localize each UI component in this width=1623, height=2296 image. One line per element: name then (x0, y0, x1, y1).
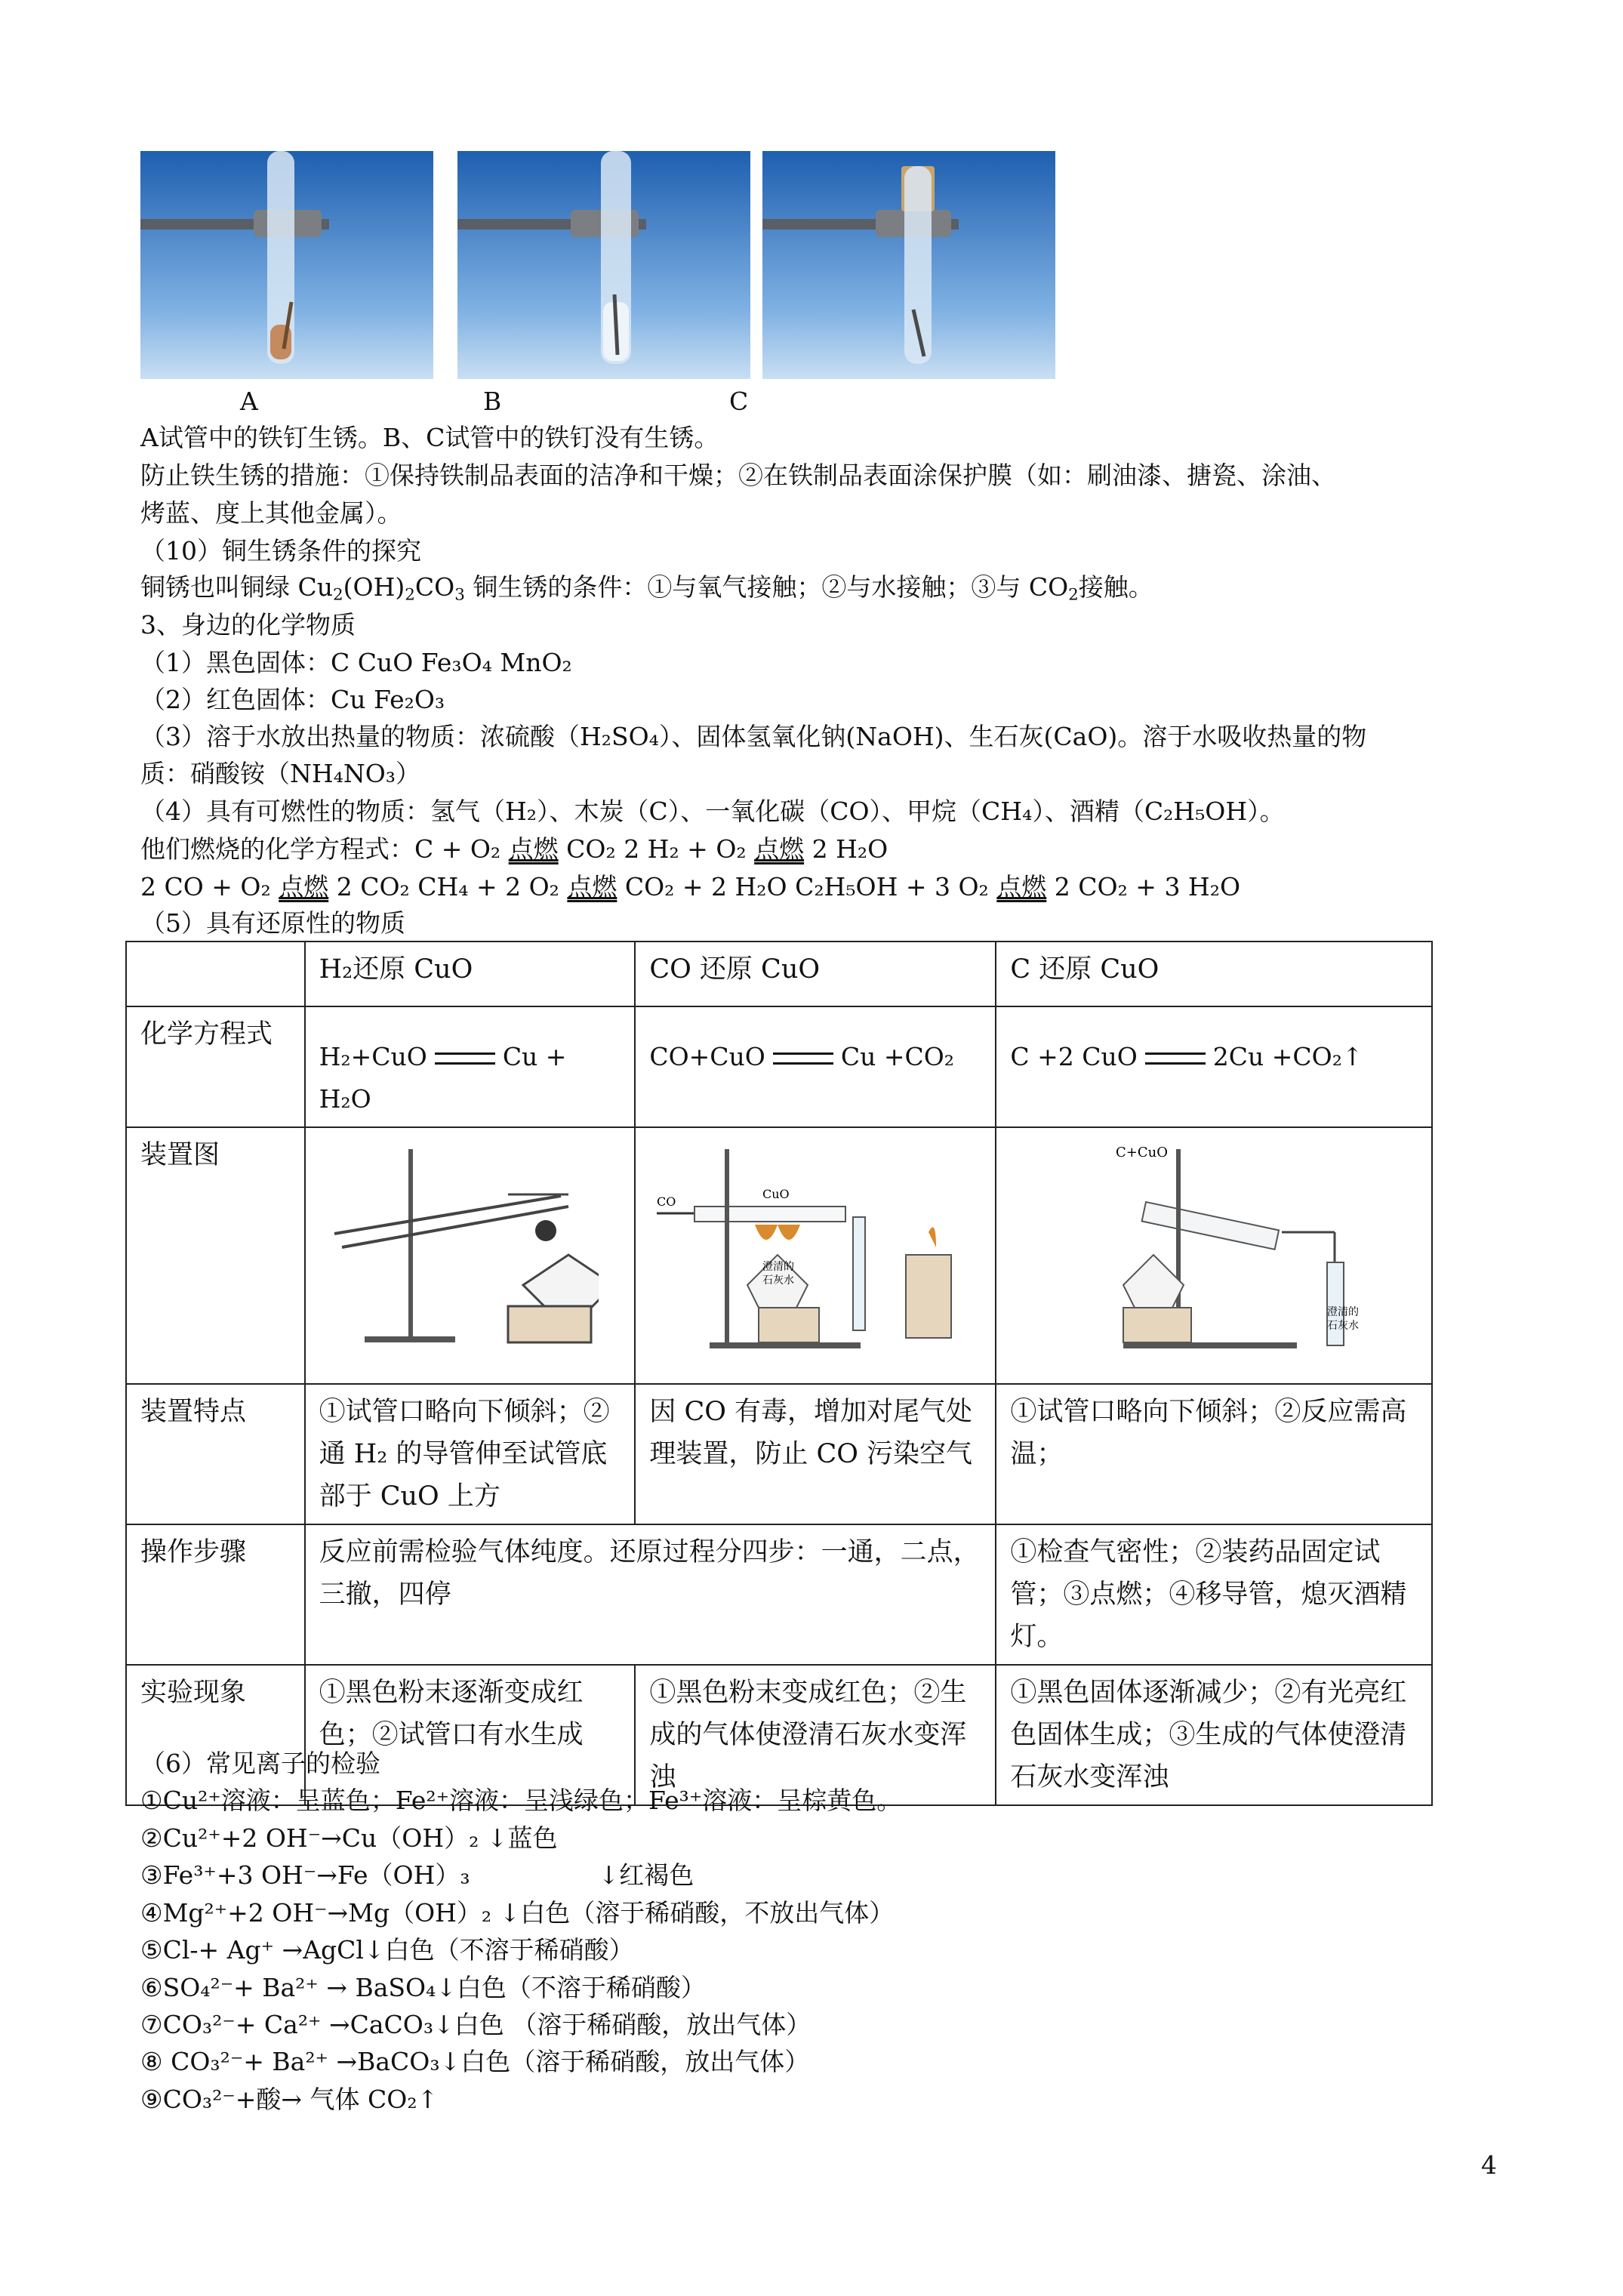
row-label-equation: 化学方程式 (126, 1006, 305, 1127)
apparatus-co-diagram (649, 1134, 981, 1361)
photo-label-a: A (240, 387, 258, 416)
features-c: ①试管口略向下倾斜；②反应需高温； (996, 1384, 1432, 1524)
photo-a (140, 151, 433, 379)
text-red-solids: （2）红色固体：Cu Fe₂O₃ (140, 685, 445, 714)
ion-test-9: ⑨CO₃²⁻+酸→ 气体 CO₂↑ (140, 2085, 439, 2114)
test-tube-photos (140, 151, 1055, 379)
ion-test-8: ⑧ CO₃²⁻+ Ba²⁺ →BaCO₃↓白色（溶于稀硝酸，放出气体） (140, 2047, 810, 2076)
eq-c: C +2 CuO 2Cu +CO₂↑ (996, 1006, 1432, 1127)
operations-c: ①检查气密性；②装药品固定试管；③点燃；④移导管，熄灭酒精灯。 (996, 1524, 1432, 1665)
phenomena-c: ①黑色固体逐渐减少；②有光亮红色固体生成；③生成的气体使澄清石灰水变浑浊 (996, 1665, 1432, 1805)
heading-ion-tests: （6）常见离子的检验 (140, 1749, 380, 1778)
photo-b (457, 151, 750, 379)
text-prevent-rust: 防止铁生锈的措施：①保持铁制品表面的洁净和干燥；②在铁制品表面涂保护膜（如：刷油漆、搪瓷、涂油、 (140, 461, 1336, 490)
ion-test-6: ⑥SO₄²⁻+ Ba²⁺ → BaSO₄↓白色（不溶于稀硝酸） (140, 1973, 706, 2002)
text-rust-result: A试管中的铁钉生锈。B、C试管中的铁钉没有生锈。 (140, 423, 719, 452)
table-header-h2: H₂还原 CuO (305, 942, 636, 1006)
row-label-phenomena: 实验现象 (126, 1665, 305, 1805)
eq-co: CO+CuO Cu +CO₂ (635, 1006, 996, 1127)
row-label-apparatus: 装置图 (126, 1127, 305, 1384)
eq-h2: H₂+CuO Cu + H₂O (305, 1006, 636, 1127)
svg-text:澄清的: 澄清的 (1327, 1306, 1360, 1318)
text-black-solids: （1）黑色固体：C CuO Fe₃O₄ MnO₂ (140, 648, 572, 677)
photo-label-c: C (729, 387, 749, 416)
row-label-operations: 操作步骤 (126, 1524, 305, 1665)
reduction-table (125, 941, 1433, 1806)
apparatus-c (996, 1127, 1432, 1384)
ion-test-3: ③Fe³⁺+3 OH⁻→Fe（OH）₃ ↓红褐色 (140, 1860, 694, 1890)
svg-text:澄清的: 澄清的 (762, 1261, 795, 1273)
text-copper-rust: 铜锈也叫铜绿 $Cu_2(OH)_2CO_3$ 铜生锈的条件：①与氧气接触；②与水接触；③与 $CO_2$接触。 (140, 572, 1153, 605)
svg-text:石灰水: 石灰水 (1327, 1320, 1360, 1332)
text-heat-release: （3）溶于水放出热量的物质：浓硫酸（H₂SO₄）、固体氢氧化钠(NaOH)、生石灰(CaO)。溶于水吸收热量的物 (140, 722, 1367, 751)
apparatus-co (635, 1127, 996, 1384)
heading-copper-rust: （10）铜生锈条件的探究 (140, 536, 421, 566)
photo-label-b: B (483, 387, 502, 416)
features-h2: ①试管口略向下倾斜；②通 H₂ 的导管伸至试管底部于 CuO 上方 (305, 1384, 636, 1524)
ion-test-2: ②Cu²⁺+2 OH⁻→Cu（OH）₂ ↓蓝色 (140, 1823, 558, 1853)
heading-substances: 3、身边的化学物质 (140, 610, 356, 639)
row-label-features: 装置特点 (126, 1384, 305, 1524)
text-combustibles: （4）具有可燃性的物质：氢气（H₂）、木炭（C）、一氧化碳（CO）、甲烷（CH₄）、酒精（C₂H₅OH）。 (140, 797, 1285, 826)
svg-text:C+CuO: C+CuO (1116, 1145, 1169, 1160)
ion-test-7: ⑦CO₃²⁻+ Ca²⁺ →CaCO₃↓白色 （溶于稀硝酸，放出气体） (140, 2010, 812, 2039)
text-combustion-eq-2: 2 CO + O₂ 点燃 2 CO₂ CH₄ + 2 O₂ 点燃 CO₂ + 2 H₂O C₂H₅OH + 3 O₂ 点燃 2 CO₂ + 3 H₂O (140, 872, 1240, 901)
table-header-co: CO 还原 CuO (635, 942, 996, 1006)
operations-h2-co: 反应前需检验气体纯度。还原过程分四步：一通，二点，三撤，四停 (305, 1524, 996, 1665)
phenomena-h2: ①黑色粉末逐渐变成红色；②试管口有水生成 (305, 1665, 636, 1805)
ion-test-4: ④Mg²⁺+2 OH⁻→Mg（OH）₂ ↓白色（溶于稀硝酸，不放出气体） (140, 1898, 895, 1928)
table-corner (126, 942, 305, 1006)
text-heat-absorb: 质：硝酸铵（NH₄NO₃） (140, 759, 421, 788)
text-combustion-eq-1: 他们燃烧的化学方程式：C + O₂ 点燃 CO₂ 2 H₂ + O₂ 点燃 2 H₂O (140, 834, 888, 864)
ion-test-1: ①Cu²⁺溶液：呈蓝色；Fe²⁺溶液：呈浅绿色；Fe³⁺溶液：呈棕黄色。 (140, 1786, 902, 1815)
svg-text:CuO: CuO (762, 1187, 790, 1201)
table-header-c: C 还原 CuO (996, 942, 1432, 1006)
apparatus-h2-diagram (319, 1134, 599, 1361)
page-number: 4 (1481, 2150, 1497, 2180)
apparatus-h2 (305, 1127, 636, 1384)
text-prevent-rust-cont: 烤蓝、度上其他金属）。 (140, 498, 402, 528)
svg-text:石灰水: 石灰水 (762, 1274, 795, 1287)
features-co: 因 CO 有毒，增加对尾气处理装置，防止 CO 污染空气 (635, 1384, 996, 1524)
ion-test-5: ⑤Cl-+ Ag⁺ →AgCl↓白色（不溶于稀硝酸） (140, 1935, 634, 1965)
photo-c (762, 151, 1055, 379)
svg-text:CO: CO (657, 1194, 676, 1209)
heading-reducing: （5）具有还原性的物质 (140, 908, 405, 938)
apparatus-c-diagram (1010, 1134, 1387, 1361)
phenomena-co: ①黑色粉末变成红色；②生成的气体使澄清石灰水变浑浊 (635, 1665, 996, 1805)
